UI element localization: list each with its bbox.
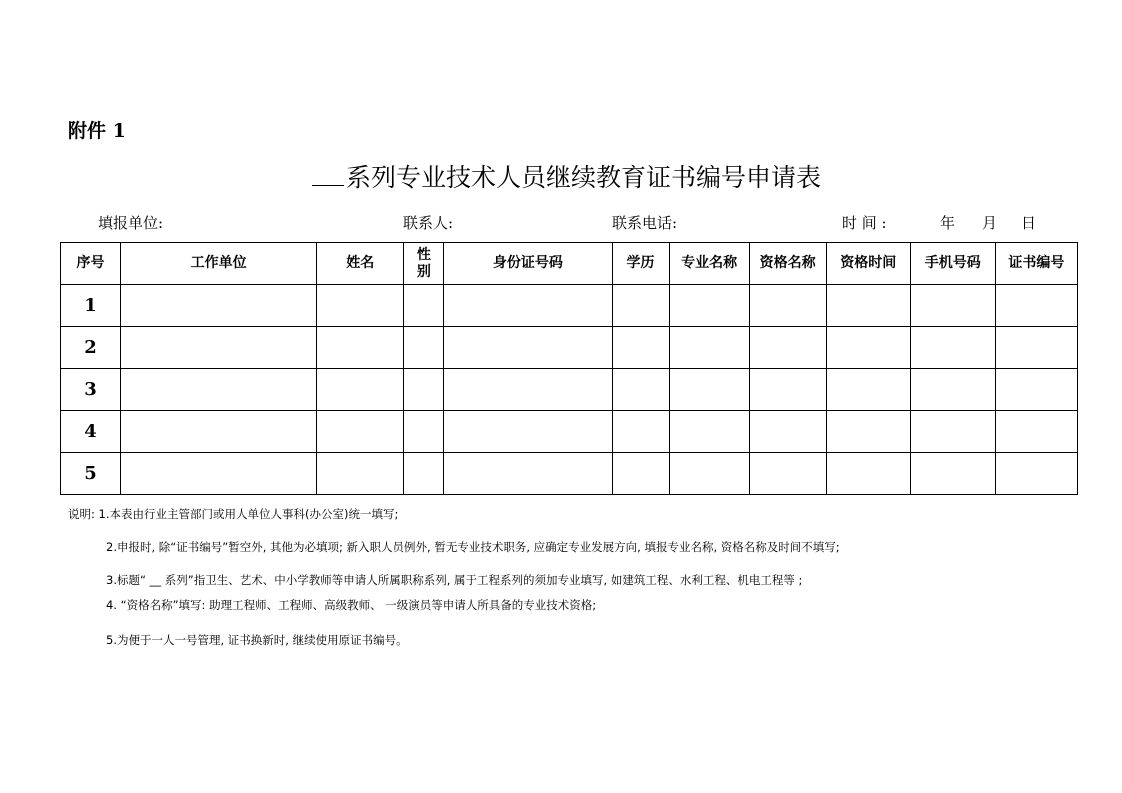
cell-work-unit[interactable] bbox=[121, 369, 317, 411]
col-header-id-number: 身份证号码 bbox=[444, 243, 612, 285]
attachment-label: 附件 1 bbox=[68, 120, 126, 142]
col-header-qualification: 资格名称 bbox=[749, 243, 826, 285]
cell-id-number[interactable] bbox=[444, 411, 612, 453]
phone-label: 联系电话: bbox=[612, 214, 678, 232]
row-index: 5 bbox=[61, 453, 121, 495]
cell-name[interactable] bbox=[317, 411, 404, 453]
cell-certificate-no[interactable] bbox=[995, 453, 1077, 495]
cell-certificate-no[interactable] bbox=[995, 285, 1077, 327]
cell-qualification-date[interactable] bbox=[826, 453, 910, 495]
cell-gender[interactable] bbox=[404, 327, 444, 369]
col-header-work-unit: 工作单位 bbox=[121, 243, 317, 285]
contact-label: 联系人: bbox=[403, 214, 454, 232]
cell-name[interactable] bbox=[317, 285, 404, 327]
cell-name[interactable] bbox=[317, 453, 404, 495]
cell-major[interactable] bbox=[669, 369, 749, 411]
cell-major[interactable] bbox=[669, 411, 749, 453]
cell-mobile[interactable] bbox=[910, 369, 995, 411]
cell-work-unit[interactable] bbox=[121, 327, 317, 369]
col-header-mobile: 手机号码 bbox=[910, 243, 995, 285]
cell-name[interactable] bbox=[317, 369, 404, 411]
cell-certificate-no[interactable] bbox=[995, 327, 1077, 369]
table-row bbox=[61, 411, 1078, 453]
cell-certificate-no[interactable] bbox=[995, 369, 1077, 411]
cell-qualification[interactable] bbox=[749, 369, 826, 411]
cell-education[interactable] bbox=[612, 285, 669, 327]
cell-education[interactable] bbox=[612, 453, 669, 495]
cell-education[interactable] bbox=[612, 369, 669, 411]
cell-mobile[interactable] bbox=[910, 327, 995, 369]
cell-mobile[interactable] bbox=[910, 411, 995, 453]
cell-id-number[interactable] bbox=[444, 369, 612, 411]
col-header-qualification-date: 资格时间 bbox=[826, 243, 910, 285]
row-index: 2 bbox=[61, 327, 121, 369]
cell-gender[interactable] bbox=[404, 369, 444, 411]
note-1: 说明: 1.本表由行业主管部门或用人单位人事科(办公室)统一填写; bbox=[68, 507, 399, 521]
cell-major[interactable] bbox=[669, 327, 749, 369]
header-row bbox=[61, 243, 1078, 285]
day-label: 日 bbox=[1021, 214, 1037, 232]
cell-qualification[interactable] bbox=[749, 411, 826, 453]
table-row bbox=[61, 369, 1078, 411]
cell-work-unit[interactable] bbox=[121, 411, 317, 453]
cell-gender[interactable] bbox=[404, 453, 444, 495]
cell-work-unit[interactable] bbox=[121, 285, 317, 327]
unit-label: 填报单位: bbox=[98, 214, 164, 232]
cell-qualification-date[interactable] bbox=[826, 411, 910, 453]
col-header-certificate-no: 证书编号 bbox=[995, 243, 1077, 285]
col-header-index: 序号 bbox=[61, 243, 121, 285]
cell-major[interactable] bbox=[669, 453, 749, 495]
row-index: 3 bbox=[61, 369, 121, 411]
note-4: 4. “资格名称”填写: 助理工程师、工程师、高级教师、 一级演员等申请人所具备的专业技术资格; bbox=[106, 598, 597, 612]
cell-education[interactable] bbox=[612, 327, 669, 369]
cell-gender[interactable] bbox=[404, 411, 444, 453]
title-blank bbox=[312, 163, 344, 186]
row-index: 1 bbox=[61, 285, 121, 327]
time-label: 时 间 : bbox=[842, 214, 887, 232]
cell-id-number[interactable] bbox=[444, 285, 612, 327]
cell-id-number[interactable] bbox=[444, 453, 612, 495]
cell-qualification-date[interactable] bbox=[826, 327, 910, 369]
year-label: 年 bbox=[940, 214, 956, 232]
row-index: 4 bbox=[61, 411, 121, 453]
month-label: 月 bbox=[982, 214, 998, 232]
application-table bbox=[60, 242, 1078, 495]
table-row bbox=[61, 453, 1078, 495]
col-header-major: 专业名称 bbox=[669, 243, 749, 285]
form-title bbox=[312, 158, 821, 194]
cell-id-number[interactable] bbox=[444, 327, 612, 369]
cell-name[interactable] bbox=[317, 327, 404, 369]
note-3: 3.标题“ __ 系列”指卫生、艺术、中小学教师等申请人所属职称系列, 属于工程系列的须加专业填写, 如建筑工程、水利工程、机电工程等 ; bbox=[106, 573, 803, 587]
form-title-text: 系列专业技术人员继续教育证书编号申请表 bbox=[346, 163, 822, 192]
cell-certificate-no[interactable] bbox=[995, 411, 1077, 453]
cell-qualification[interactable] bbox=[749, 453, 826, 495]
note-5: 5.为便于一人一号管理, 证书换新时, 继续使用原证书编号。 bbox=[106, 633, 408, 647]
cell-qualification[interactable] bbox=[749, 285, 826, 327]
cell-mobile[interactable] bbox=[910, 285, 995, 327]
col-header-education: 学历 bbox=[612, 243, 669, 285]
cell-major[interactable] bbox=[669, 285, 749, 327]
note-2: 2.申报时, 除“证书编号”暂空外, 其他为必填项; 新入职人员例外, 暂无专业技术职务, 应确定专业发展方向, 填报专业名称, 资格名称及时间不填写; bbox=[106, 540, 840, 554]
col-header-name: 姓名 bbox=[317, 243, 404, 285]
cell-work-unit[interactable] bbox=[121, 453, 317, 495]
col-header-gender: 性别 bbox=[404, 243, 444, 285]
cell-education[interactable] bbox=[612, 411, 669, 453]
table-row bbox=[61, 285, 1078, 327]
cell-qualification[interactable] bbox=[749, 327, 826, 369]
table-row bbox=[61, 327, 1078, 369]
cell-qualification-date[interactable] bbox=[826, 285, 910, 327]
cell-gender[interactable] bbox=[404, 285, 444, 327]
cell-mobile[interactable] bbox=[910, 453, 995, 495]
cell-qualification-date[interactable] bbox=[826, 369, 910, 411]
